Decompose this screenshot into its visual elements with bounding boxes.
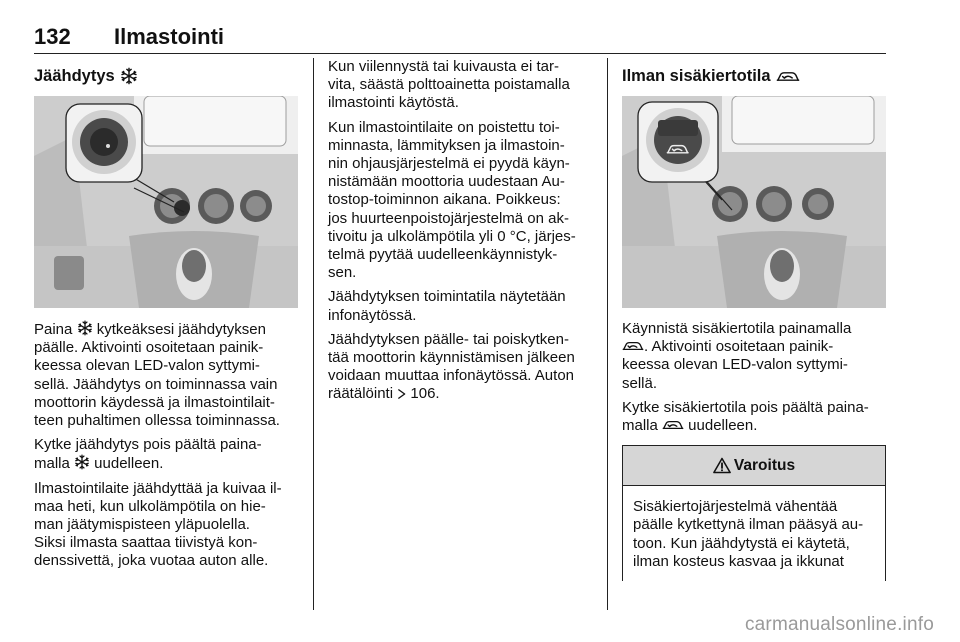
warning-body	[623, 486, 885, 571]
text-block-col3	[622, 320, 886, 435]
column-recirculation	[622, 58, 886, 581]
paragraph: Ilmastointilaite jäähdyttää ja kuivaa il- maa heti, kun ulkolämpötila on hie- man jäätymispisteen yläpuolella. Siksi ilmasta saattaa tiivistyä kon- denssivettä, joka vuotaa auton alle.	[34, 479, 282, 570]
snowflake-icon	[74, 454, 90, 470]
warning-text: Sisäkiertojärjestelmä vähentää päälle kytkettynä ilman pääsyä au- toon. Kun jäähdytystä ei käytetä, ilman kosteus kasvaa ja ikkunat	[633, 498, 864, 570]
warning-header	[623, 446, 885, 486]
paragraph: Paina kytkeäksesi jäähdytyksen päälle. Aktivointi osoitetaan painik- keessa olevan LED-valon syttymi- sellä. Jäähdytys on toiminnassa vain moottorin käydessä ja ilmastointilait- teen puhaltimen ollessa toiminnassa.	[34, 321, 280, 430]
column-divider-2	[607, 58, 608, 610]
watermark: carmanualsonline.info	[744, 614, 934, 635]
section-heading-text: Ilman sisäkiertotila	[622, 67, 771, 85]
snowflake-icon	[77, 320, 93, 336]
paragraph: Kun viilennystä tai kuivausta ei tar- vita, säästä polttoainetta poistamalla ilmastointi käytöstä.	[328, 58, 570, 112]
figure-cooling-button	[34, 96, 298, 308]
page-number: 132	[34, 24, 71, 49]
section-heading-text: Jäähdytys	[34, 67, 115, 85]
section-heading-cooling	[34, 66, 298, 86]
figure-recirculation-button	[622, 96, 886, 308]
paragraph: Kytke jäähdytys pois päältä paina- malla uudelleen.	[34, 436, 262, 473]
column-cooling-continued	[328, 58, 592, 410]
section-heading-recirculation	[622, 66, 886, 86]
warning-triangle-icon	[713, 457, 731, 474]
paragraph: Kytke sisäkiertotila pois päältä paina- malla uudelleen.	[622, 398, 869, 435]
paragraph: Jäähdytyksen toimintatila näytetään infonäytössä.	[328, 288, 566, 324]
recirculation-car-icon	[622, 339, 644, 353]
snowflake-icon	[120, 67, 138, 85]
page-reference-arrow-icon	[397, 388, 406, 400]
text-block-col1	[34, 320, 298, 571]
page-header	[34, 22, 886, 54]
column-divider-1	[313, 58, 314, 610]
paragraph: Käynnistä sisäkiertotila painamalla . Aktivointi osoitetaan painik- keessa olevan LED-valon syttymi- sellä.	[622, 320, 852, 392]
warning-box	[622, 445, 886, 581]
warning-title: Varoitus	[733, 456, 796, 474]
column-cooling	[34, 58, 298, 577]
page-title: Ilmastointi	[114, 24, 225, 49]
paragraph: Jäähdytyksen päälle- tai poiskytken- tää moottorin käynnistämisen jälkeen voidaan muuttaa infonäytössä. Auton räätälöinti 106.	[328, 330, 575, 403]
text-block-col2	[328, 58, 592, 404]
paragraph: Kun ilmastointilaite on poistettu toi- minnasta, lämmityksen ja ilmastoin- nin ohjausjärjestelmä ei pyydä käyn- nistämään moottoria uudestaan Au- tostop-toiminnon aikana. Poikkeus: jos huurteenpoistojärjestelmä on ak- tivoitu ja ulkolämpötila yli 0 °C, järjes- telmä pyytää uudelleenkäynnistyk- sen.	[328, 118, 576, 282]
recirculation-car-icon	[662, 418, 684, 432]
recirculation-car-icon	[776, 69, 800, 84]
